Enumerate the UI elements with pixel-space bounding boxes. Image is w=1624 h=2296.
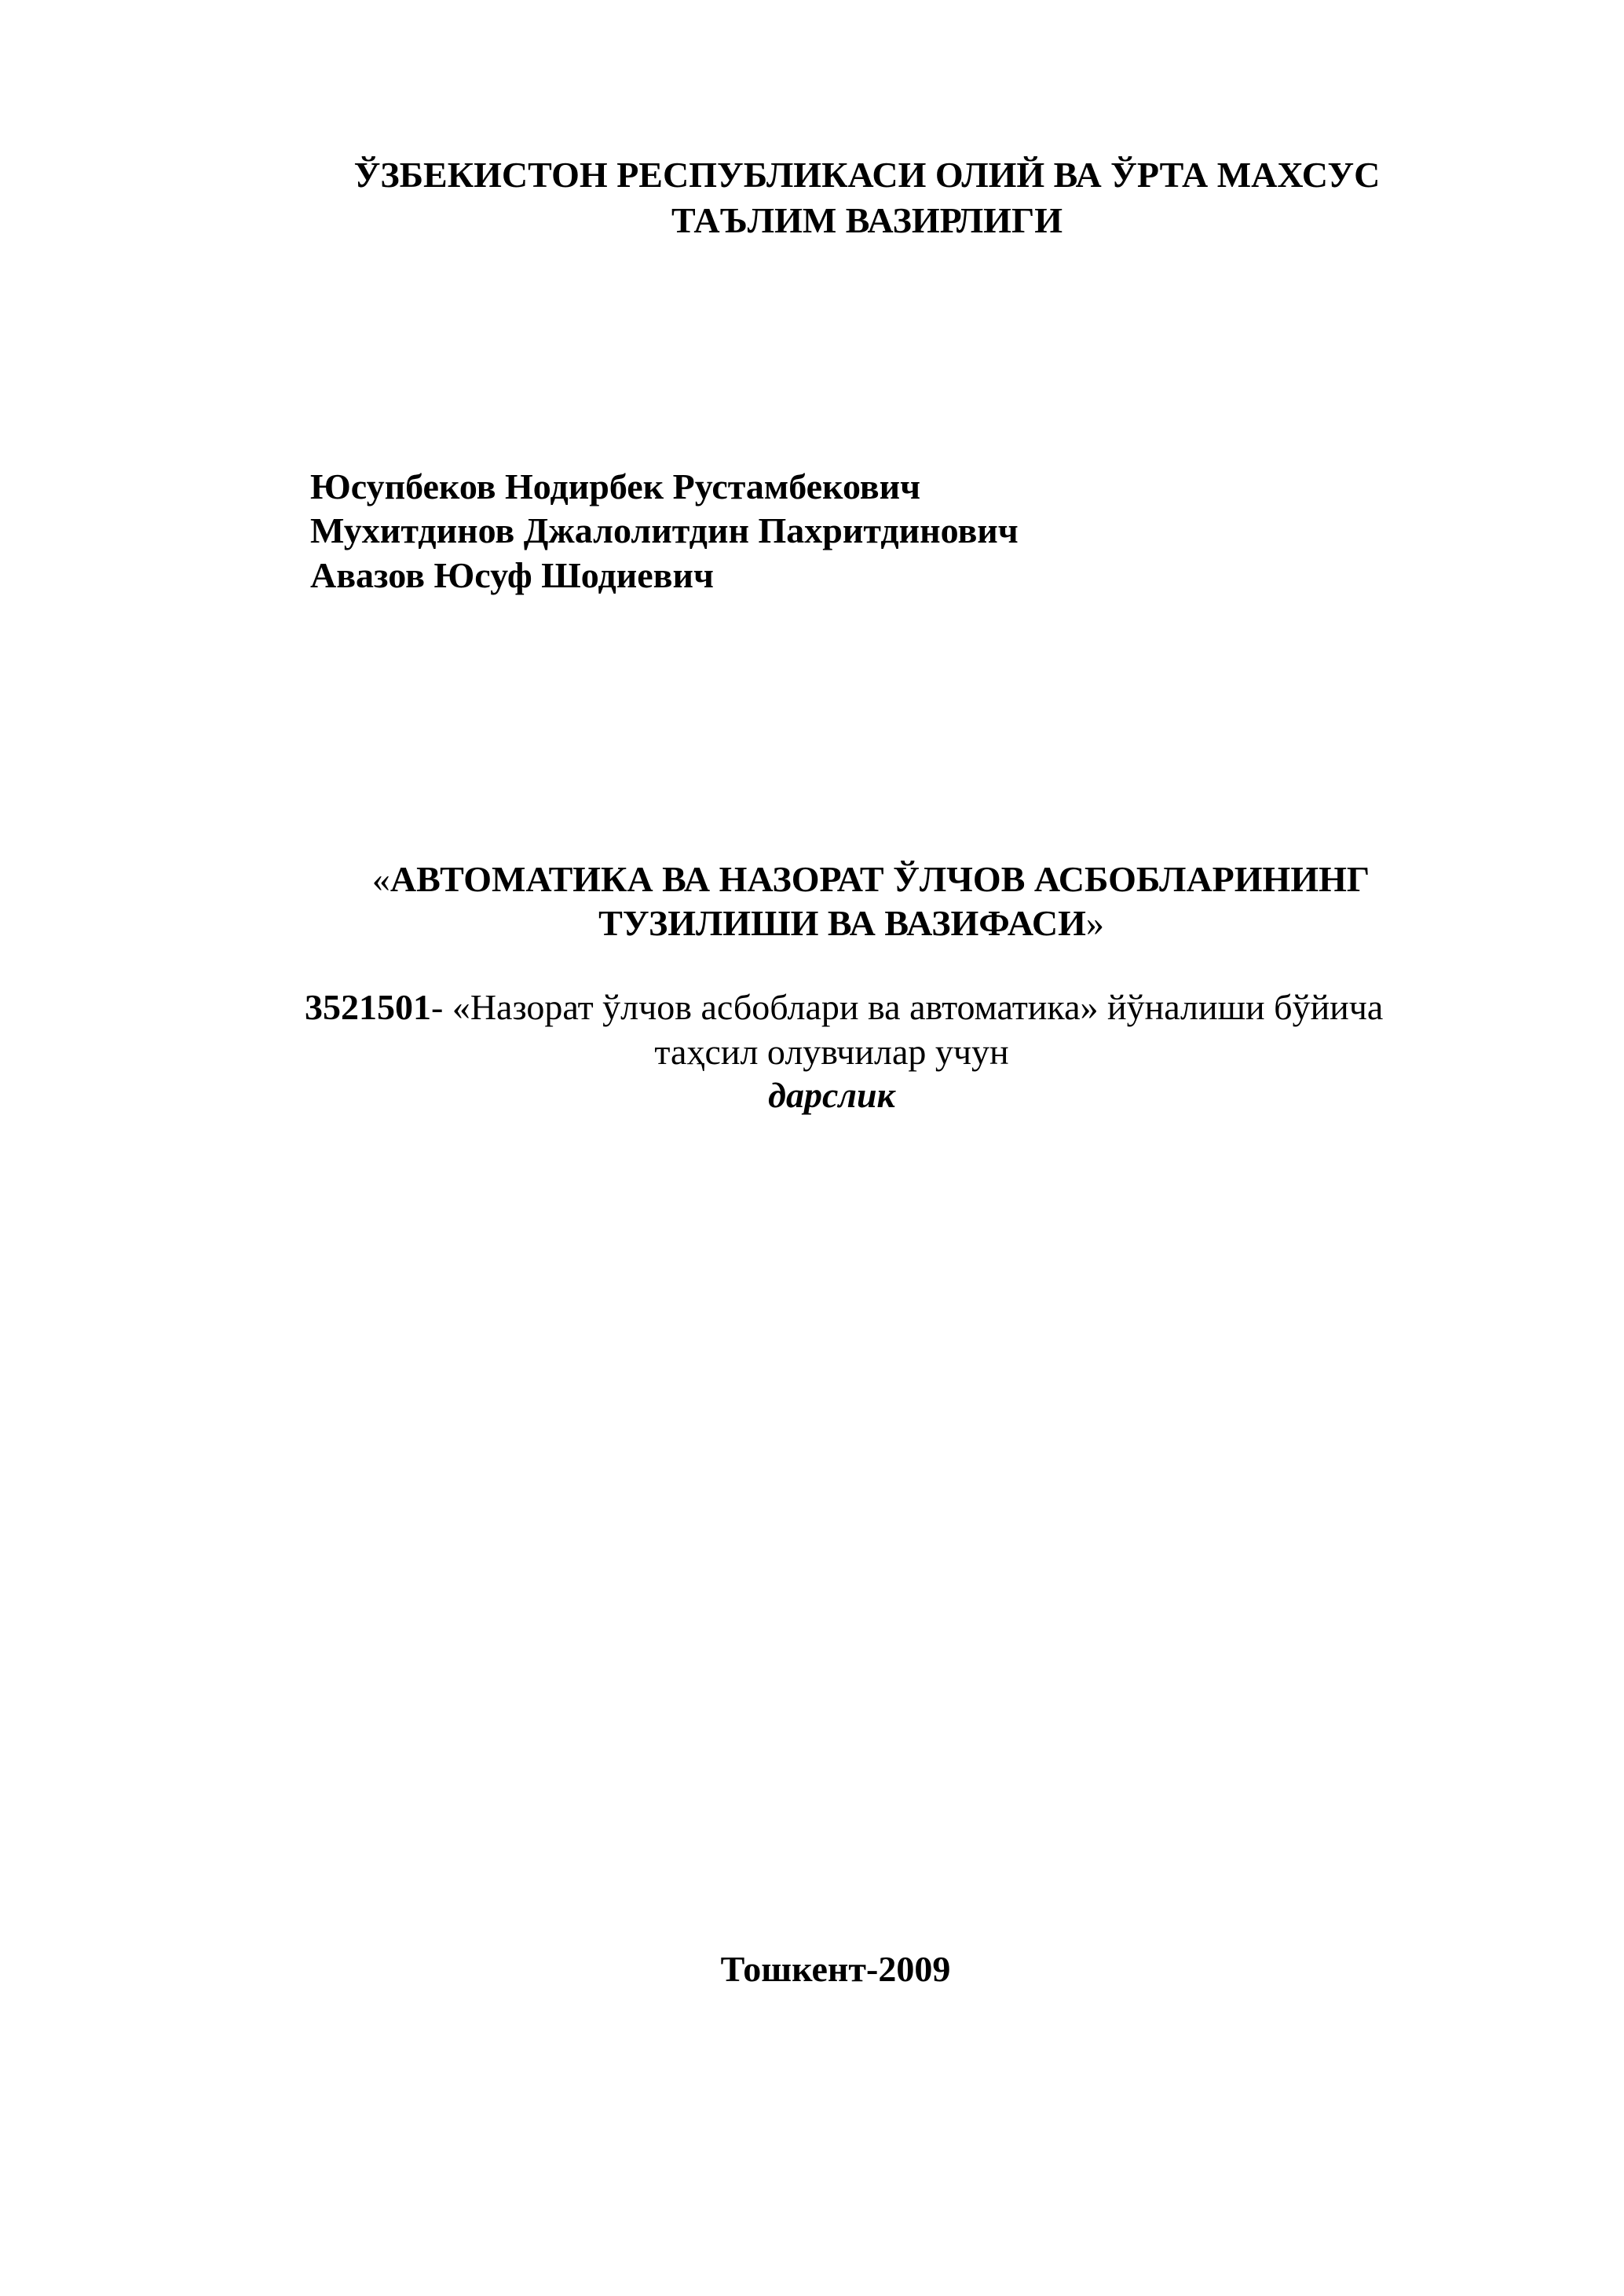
book-title-text-2: ТУЗИЛИШИ ВА ВАЗИФАСИ — [598, 903, 1086, 943]
specialty-code: 3521501 — [305, 987, 431, 1027]
ministry-header-line-1: ЎЗБЕКИСТОН РЕСПУБЛИКАСИ ОЛИЙ ВА ЎРТА МАХСУС — [353, 155, 1381, 195]
title-close-quote: » — [1085, 903, 1104, 943]
title-open-quote: « — [371, 859, 390, 899]
specialty-line-2: таҳсил олувчилар учун — [654, 1032, 1009, 1072]
specialty-description: - «Назорат ўлчов асбоблари ва автоматика» йўналиши бўйича — [431, 987, 1384, 1027]
city-year: Тошкент-2009 — [720, 1949, 951, 1989]
ministry-header-line-2: ТАЪЛИМ ВАЗИРЛИГИ — [671, 200, 1063, 240]
book-title-line-1 — [0, 861, 1624, 898]
specialty-line-1 — [305, 989, 1383, 1026]
author-name: Юсупбеков Нодирбек Рустамбекович — [310, 466, 921, 506]
book-title-text-1: АВТОМАТИКА ВА НАЗОРАТ ЎЛЧОВ АСБОБЛАРИНИНГ — [390, 859, 1370, 899]
book-title-line-2 — [0, 905, 1624, 941]
author-name: Авазов Юсуф Шодиевич — [310, 555, 714, 595]
author-name: Мухитдинов Джалолитдин Пахритдинович — [310, 510, 1019, 550]
book-type: дарслик — [768, 1075, 895, 1115]
